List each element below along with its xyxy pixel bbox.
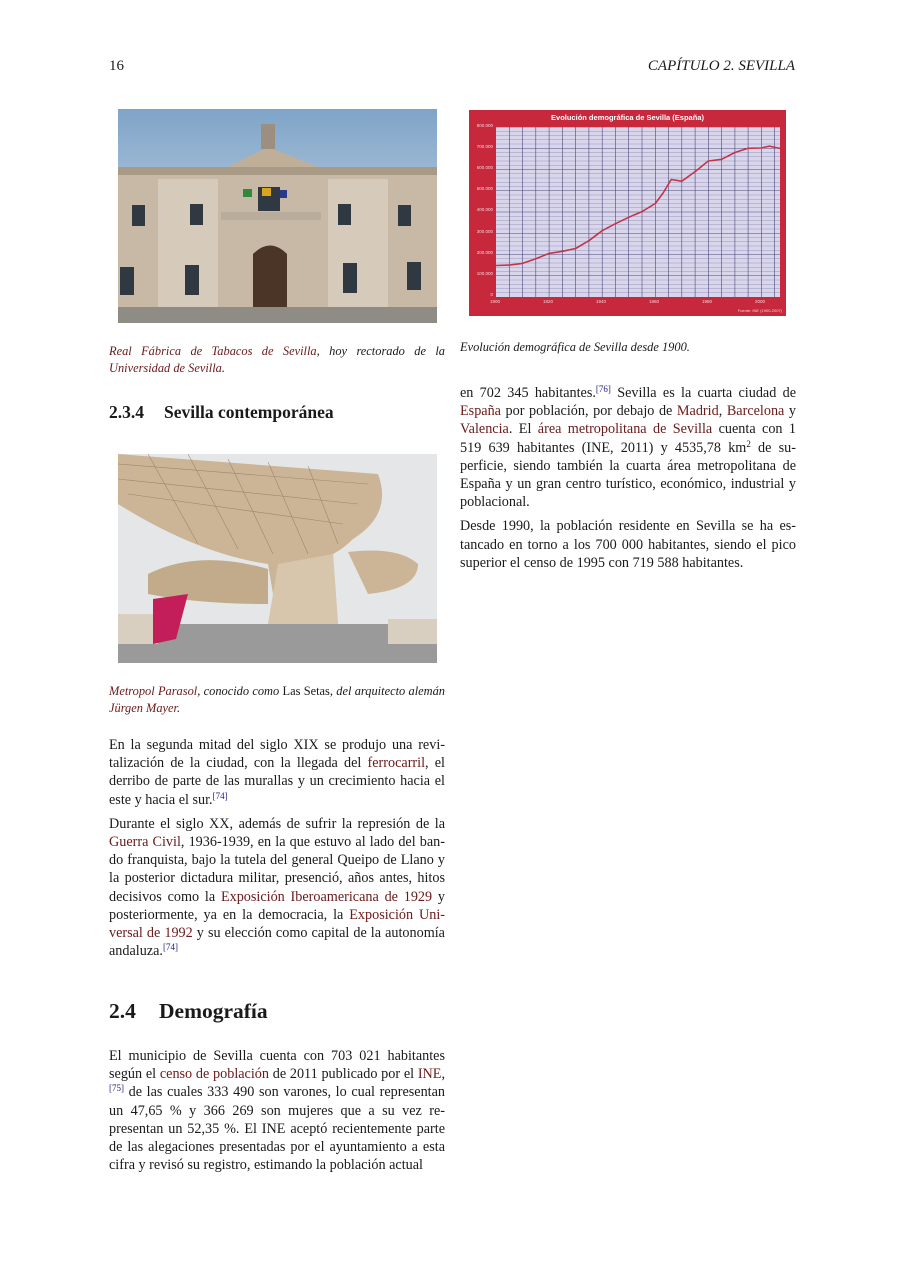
- x-tick: 1960: [649, 299, 660, 304]
- text: de superficie, siendo también la cuarta área metropolitana de España y un gran centro turístico, económico, industrial y poblacional.: [460, 439, 796, 511]
- caption-text: , hoy rectorado de la: [316, 344, 446, 358]
- reference-74[interactable]: [74]: [162, 942, 178, 953]
- section-heading-2-4: [109, 999, 268, 1024]
- link-ine[interactable]: INE: [417, 1066, 442, 1083]
- running-chapter-title: CAPÍTULO 2. SEVILLA: [647, 58, 795, 74]
- x-tick: 1940: [596, 299, 607, 304]
- text: ,: [441, 1066, 445, 1083]
- text: ,: [718, 403, 727, 420]
- chart-title: Evolución demográfica de Sevilla (España): [551, 113, 704, 122]
- tabacalera-photo: [118, 109, 437, 323]
- metropol-parasol-photo: [118, 454, 437, 663]
- text: y: [784, 403, 797, 420]
- text: Sevilla es la cuarta ciudad de: [610, 385, 796, 401]
- building-facade-image: [118, 109, 437, 323]
- link-jurgen-mayer[interactable]: Jürgen Mayer: [109, 701, 178, 715]
- section-title: Sevilla contemporánea: [164, 402, 334, 422]
- section-2-3-4-body: [109, 736, 445, 960]
- y-tick: 100.000: [476, 271, 493, 276]
- tabacalera-caption: [109, 343, 445, 377]
- text: Durante el siglo XX, además de sufrir la represión de la: [109, 815, 445, 832]
- y-tick: 800.000: [476, 123, 493, 128]
- section-2-4-body-left: [109, 1047, 445, 1174]
- paragraph: [109, 815, 445, 961]
- paragraph: Desde 1990, la población residente en Sevilla se ha estancado en torno a los 700 000 habitantes, siendo el pico superior el censo de 1995 con 719 588 habitantes.: [460, 518, 796, 571]
- page-number: 16: [109, 58, 124, 74]
- text: cuenta con 1 519 639 habitantes (INE, 2011) y 4535,78 km: [460, 421, 796, 456]
- x-tick: 1920: [543, 299, 554, 304]
- paragraph: [109, 736, 445, 809]
- text: y su elección como capital de la autonomía andaluza.: [109, 925, 445, 960]
- paragraph-continued: [460, 384, 796, 511]
- y-tick: 500.000: [476, 186, 493, 191]
- caption-text: , conocido como: [197, 684, 283, 698]
- caption-text: .: [177, 701, 181, 715]
- caption-text: , del arquitecto alemán: [329, 684, 445, 698]
- reference-74[interactable]: [74]: [212, 790, 228, 801]
- reference-76[interactable]: [76]: [595, 384, 611, 394]
- section-heading-2-3-4: [109, 402, 334, 423]
- text: El municipio de Sevilla cuenta con 703 021 habitantes según el: [109, 1048, 445, 1083]
- reference-75[interactable]: [75]: [109, 1083, 124, 1094]
- x-tick: 1900: [490, 299, 501, 304]
- x-tick: 2000: [755, 299, 766, 304]
- link-guerra-civil[interactable]: Guerra Civil: [109, 834, 181, 851]
- y-tick: 700.000: [476, 144, 493, 149]
- y-tick: 400.000: [476, 207, 493, 212]
- chart-plot-area: [496, 127, 780, 297]
- link-valencia[interactable]: Valencia: [460, 421, 509, 438]
- y-tick: 200.000: [476, 250, 493, 255]
- link-real-fabrica-de-tabacos[interactable]: Real Fábrica de Tabacos de Sevilla: [109, 344, 317, 358]
- section-title: Demografía: [159, 999, 268, 1023]
- parasol-structure-image: [118, 454, 437, 663]
- section-number: 2.3.4: [109, 402, 144, 422]
- y-tick: 300.000: [476, 229, 493, 234]
- link-madrid[interactable]: Madrid: [676, 403, 719, 420]
- chart-source: Fuente: INE (1900-2007): [737, 308, 782, 313]
- section-2-4-body-right: [460, 384, 796, 572]
- link-metropol-parasol[interactable]: Metropol Parasol: [109, 684, 198, 698]
- text: , el derribo de parte de las murallas y un crecimiento hacia el este y hacia el sur.: [109, 755, 445, 808]
- link-exposicion-universal-1992[interactable]: Exposición Universal de 1992: [109, 906, 446, 942]
- link-ferrocarril[interactable]: ferrocarril: [367, 755, 426, 772]
- parasol-caption: [109, 683, 445, 717]
- x-tick: 1980: [702, 299, 713, 304]
- text: en 702 345 habitantes.: [460, 385, 596, 401]
- caption-text: .: [221, 361, 225, 375]
- paragraph: [109, 1047, 445, 1174]
- link-area-metropolitana-de-sevilla[interactable]: área metropolitana de Sevilla: [537, 421, 713, 438]
- link-exposicion-iberoamericana-1929[interactable]: Exposición Iberoamericana de 1929: [220, 888, 433, 905]
- text: , 1936-1939, en la que estuvo al lado del bando franquista, bajo la tutela del general Queipo de Llano y la posterior dictadura militar, presenció, años antes, hitos decisivos como la: [109, 834, 445, 905]
- link-universidad-de-sevilla[interactable]: Universidad de Sevilla: [109, 361, 222, 375]
- link-espana[interactable]: España: [460, 403, 501, 420]
- text: de 2011 publicado por el: [268, 1066, 418, 1083]
- chart-line-graph: [496, 127, 780, 297]
- text: y posteriormente, ya en la democracia, la: [109, 888, 446, 923]
- link-censo-de-poblacion[interactable]: censo de población: [159, 1066, 269, 1083]
- y-tick: 0: [490, 292, 493, 297]
- text: de las cuales 333 490 son varones, lo cual representan un 47,65 % y 366 269 son mujeres que a su vez representan un 52,35 %. El INE aceptó recientemente parte de las alegaciones presentadas por el ayuntamiento a esta cifra y revisó su registro, estimando la población actual: [109, 1084, 445, 1174]
- population-chart: [469, 110, 786, 316]
- text: . El: [508, 421, 538, 438]
- text: En la segunda mitad del siglo XIX se produjo una revitalización de la ciudad, con la llegada del: [109, 737, 445, 772]
- chart-caption: Evolución demográfica de Sevilla desde 1900.: [460, 340, 690, 354]
- text: por población, por debajo de: [500, 403, 677, 420]
- link-barcelona[interactable]: Barcelona: [726, 403, 785, 420]
- y-tick: 600.000: [476, 165, 493, 170]
- caption-text-upright: Las Setas: [282, 684, 330, 698]
- section-number: 2.4: [109, 999, 136, 1023]
- superscript-2: 2: [746, 438, 751, 449]
